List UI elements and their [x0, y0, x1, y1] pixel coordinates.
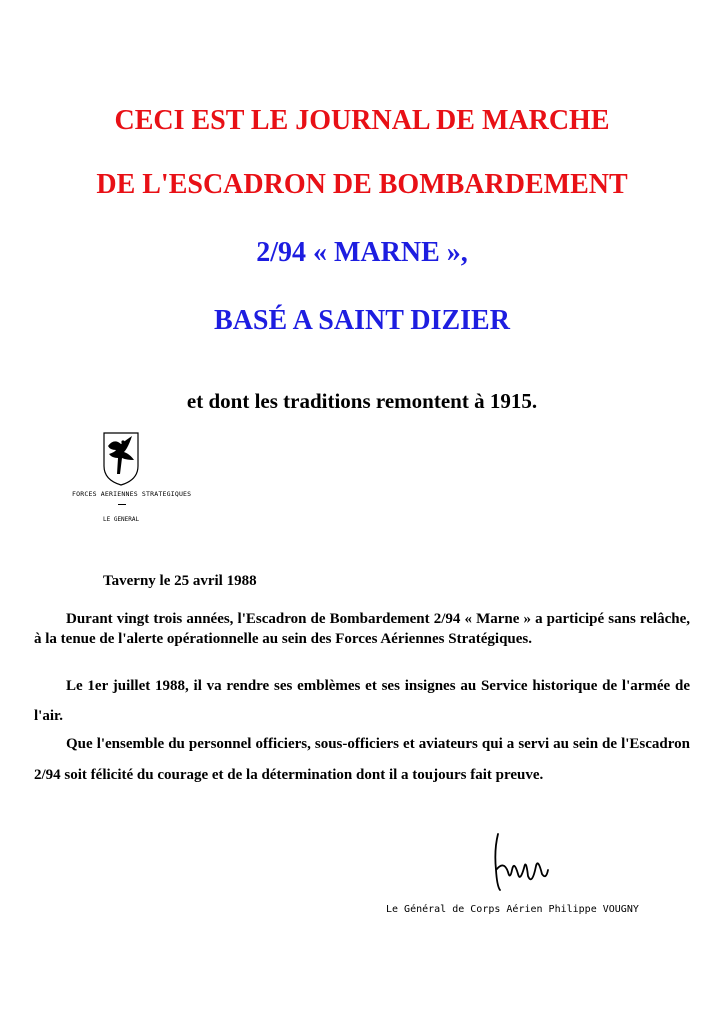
- dateline: Taverny le 25 avril 1988: [103, 573, 257, 589]
- letterhead-organization: FORCES AERIENNES STRATEGIQUES: [72, 490, 192, 498]
- letterhead-office: LE GENERAL: [103, 516, 140, 523]
- title-line-1: CECI EST LE JOURNAL DE MARCHE: [114, 105, 610, 136]
- fas-eagle-emblem-icon: [100, 430, 142, 486]
- paragraph-1-text: Durant vingt trois années, l'Escadron de Bombardement 2/94 « Marne » a participé sans relâche, à la tenue de l'alerte opérationnelle au sein des Forces Aériennes Stratégiques.: [34, 611, 690, 647]
- letterhead-divider: [118, 504, 126, 505]
- paragraph-2: [34, 671, 690, 731]
- subtitle: et dont les traditions remontent à 1915.: [186, 389, 538, 413]
- title-line-4: BASÉ A SAINT DIZIER: [214, 305, 510, 336]
- handwritten-signature-icon: [488, 830, 558, 894]
- signature-caption: Le Général de Corps Aérien Philippe VOUGNY: [386, 904, 639, 915]
- paragraph-3-text: Que l'ensemble du personnel officiers, sous-officiers et aviateurs qui a servi au sein de l'Escadron 2/94 soit félicité du courage et de la détermination dont il a toujours fait preuve.: [34, 736, 690, 783]
- title-line-3: 2/94 « MARNE »,: [256, 237, 468, 268]
- paragraph-1: [34, 609, 690, 649]
- paragraph-3: [34, 729, 690, 791]
- title-line-2: DE L'ESCADRON DE BOMBARDEMENT: [96, 169, 628, 200]
- paragraph-2-text: Le 1er juillet 1988, il va rendre ses emblèmes et ses insignes au Service historique de l'armée de l'air.: [34, 678, 690, 724]
